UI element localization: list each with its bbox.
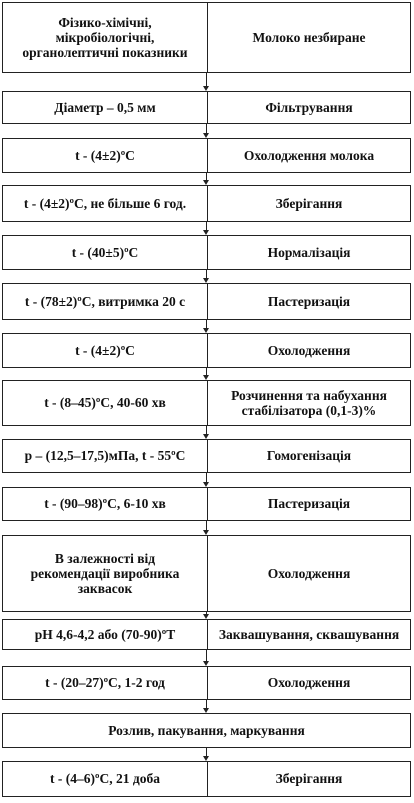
step-operation-box: Розчинення та набухання стабілізатора (0,1-3)% — [207, 380, 411, 426]
step-full-box: Розлив, пакування, маркування — [2, 713, 411, 748]
step-parameter-box: t - (40±5)ºС — [2, 235, 208, 270]
step-operation-box: Гомогенізація — [207, 439, 411, 473]
process-step-row — [2, 439, 411, 473]
step-operation-box: Охолодження — [207, 333, 411, 368]
process-step-row — [2, 138, 411, 173]
process-step-row — [2, 380, 411, 426]
step-parameter-box: t - (4±2)ºС, не більше 6 год. — [2, 185, 208, 222]
step-operation-box: Заквашування, сквашування — [207, 619, 411, 650]
step-operation-box: Охолодження молока — [207, 138, 411, 173]
process-step-row — [2, 91, 411, 124]
step-parameter-box: t - (90–98)ºС, 6-10 хв — [2, 487, 208, 521]
process-step-row — [2, 666, 411, 700]
step-parameter-box: t - (4–6)ºС, 21 доба — [2, 761, 208, 797]
step-operation-box: Пастеризація — [207, 487, 411, 521]
process-step-row — [2, 185, 411, 222]
process-step-row — [2, 235, 411, 270]
step-parameter-box: p – (12,5–17,5)мПа, t - 55ºС — [2, 439, 208, 473]
step-parameter-box: Діаметр – 0,5 мм — [2, 91, 208, 124]
process-step-row — [2, 535, 411, 612]
step-operation-box: Охолодження — [207, 535, 411, 612]
step-parameter-box: t - (78±2)ºС, витримка 20 с — [2, 283, 208, 320]
step-operation-box: Фільтрування — [207, 91, 411, 124]
step-parameter-box: t - (4±2)ºС — [2, 138, 208, 173]
step-parameter-box: Фізико-хімічні, мікробіологічні, органолептичні показники — [2, 2, 208, 73]
process-step-row — [2, 619, 411, 650]
step-operation-box: Охолодження — [207, 666, 411, 700]
step-operation-box: Молоко незбиране — [207, 2, 411, 73]
step-parameter-box: t - (8–45)ºС, 40-60 хв — [2, 380, 208, 426]
process-step-row — [2, 333, 411, 368]
process-step-row — [2, 487, 411, 521]
process-step-row — [2, 713, 411, 748]
process-step-row — [2, 761, 411, 797]
step-parameter-box: pH 4,6-4,2 або (70-90)ºТ — [2, 619, 208, 650]
step-parameter-box: t - (20–27)ºС, 1-2 год — [2, 666, 208, 700]
process-step-row — [2, 283, 411, 320]
step-parameter-box: В залежності від рекомендації виробника заквасок — [2, 535, 208, 612]
step-operation-box: Пастеризація — [207, 283, 411, 320]
step-operation-box: Зберігання — [207, 761, 411, 797]
process-step-row — [2, 2, 411, 73]
step-operation-box: Нормалізація — [207, 235, 411, 270]
step-parameter-box: t - (4±2)ºС — [2, 333, 208, 368]
step-operation-box: Зберігання — [207, 185, 411, 222]
